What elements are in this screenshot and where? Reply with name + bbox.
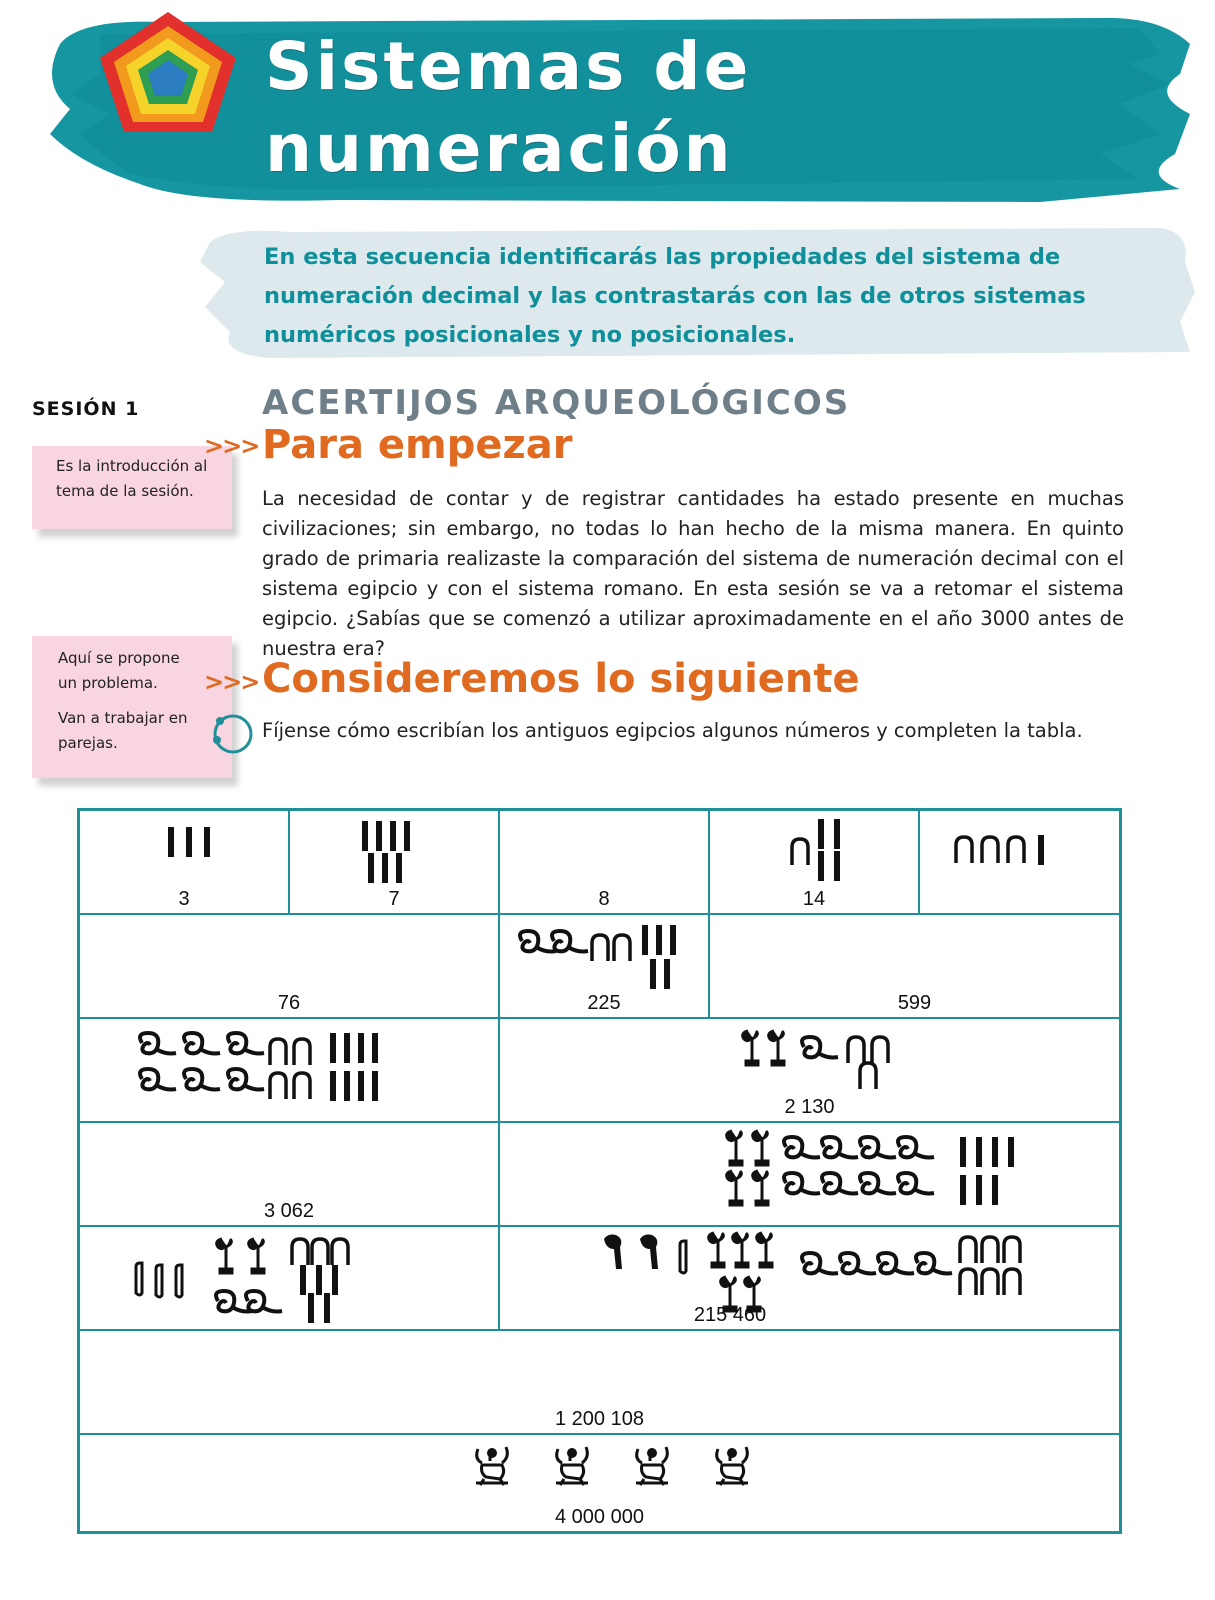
note-problem-text: Aquí se propone un problema. [58,649,180,692]
egyptian-numeral-32238 [130,1233,370,1325]
table-cell [710,811,920,913]
table-cell [500,915,710,1017]
decimal-value: 599 [897,992,932,1014]
sticky-note-intro [32,446,232,529]
table-cell [80,1123,500,1225]
table-cell [80,1227,500,1329]
table-cell [500,1227,1119,1329]
table-cell [500,811,710,913]
table-cell [290,811,500,913]
egyptian-numeral-2847 [720,1127,1040,1211]
session-label: SESIÓN 1 [32,398,140,420]
session-title: ACERTIJOS ARQUEOLÓGICOS [262,383,851,423]
decimal-value: 7 [388,888,400,910]
table-row [80,1227,1119,1331]
pentagon-logo [98,10,238,135]
paragraph-para-empezar: La necesidad de contar y de registrar cantidades ha estado presente en muchas civilizaciones; sin embargo, no todas lo han hecho de la misma manera. En quinto grado de primaria realizaste la comparación del sistema de numeración decimal con el sistema egipcio y con el sistema romano. En esta sesión se va a retomar el sistema egipcio. ¿Sabías que se comenzó a utilizar aproximadamente en el año 3000 antes de nuestra era? [262,487,1124,660]
egyptian-numeral-7 [360,819,420,883]
table-row [80,1019,1119,1123]
table-row [80,811,1119,915]
table-cell [710,915,1119,1017]
decimal-value: 8 [598,888,610,910]
decimal-value: 4 000 000 [555,1506,644,1528]
page-title [265,26,751,190]
decimal-value: 225 [587,992,621,1014]
decimal-value: 3 062 [263,1200,315,1222]
intro-text: En esta secuencia identificarás las propiedades del sistema de numeración decimal y las contrastarás con las de otros sistemas numéricos posicionales y no posicionales. [264,244,1086,348]
table-cell [500,1123,1119,1225]
table-cell [920,811,1119,913]
table-row [80,1123,1119,1227]
title-line-2: numeración [265,110,734,187]
table-row [80,1331,1119,1435]
egyptian-numeral-2130 [736,1027,906,1091]
table-cell [80,1331,1119,1433]
decimal-value: 76 [277,992,301,1014]
arrow-marker: >>> [204,668,259,696]
table-row [80,1435,1119,1531]
egyptian-numeral-31 [954,835,1054,867]
table-cell [80,915,500,1017]
egyptian-numeral-648 [134,1029,454,1105]
sticky-note-problem [32,636,232,778]
arrow-marker: >>> [204,432,259,460]
heading-consideremos: Consideremos lo siguiente [262,656,860,702]
table-cell [80,1435,1119,1531]
decimal-value: 3 [178,888,190,910]
egyptian-numeral-14 [788,817,848,883]
table-cell [80,811,290,913]
pairs-circle-icon [208,710,254,756]
decimal-value: 14 [802,888,826,910]
instruction-text: Fíjense cómo escribían los antiguos egipcios algunos números y completen la tabla. [262,719,1083,742]
title-line-1: Sistemas de [265,28,752,105]
egyptian-numerals-table [77,808,1122,1534]
note-intro-text: Es la introducción al tema de la sesión. [56,457,208,500]
decimal-value: 215 460 [693,1304,767,1326]
heading-para-empezar: Para empezar [262,422,573,468]
egyptian-numeral-225 [514,923,694,989]
egyptian-numeral-3 [166,825,216,859]
table-cell [500,1019,1119,1121]
note-pairs-text: Van a trabajar en parejas. [58,709,188,752]
table-row [80,915,1119,1019]
decimal-value: 1 200 108 [555,1408,644,1430]
egyptian-numeral-4000000 [468,1441,768,1493]
decimal-value: 2 130 [784,1096,835,1118]
table-cell [80,1019,500,1121]
